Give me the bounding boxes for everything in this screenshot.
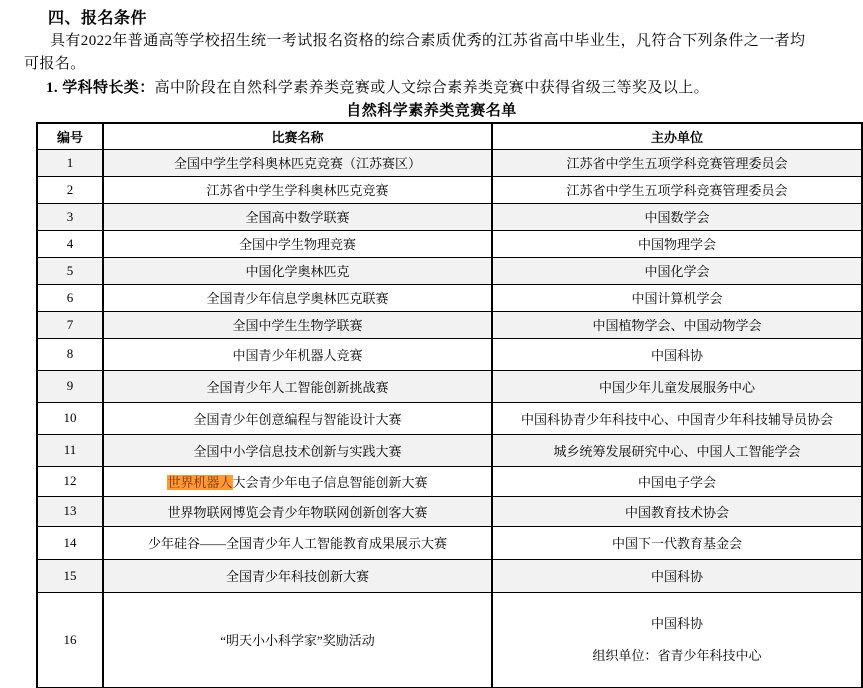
organizer: 江苏省中学生五项学科竞赛管理委员会 [492, 149, 862, 176]
organizer: 中国物理学会 [492, 230, 862, 257]
competition-name: “明天小小科学家”奖励活动 [103, 592, 492, 687]
organizer-line: 中国科协 [650, 616, 703, 631]
organizer: 中国科协 [492, 338, 862, 370]
header-competition-name: 比赛名称 [103, 123, 492, 149]
table-row [37, 257, 862, 284]
organizer: 中国科协 [492, 559, 862, 592]
intro-paragraph-line-1: 具有2022年普通高等学校招生统一考试报名资格的综合素质优秀的江苏省高中毕业生，凡符合下列条件之一者均 [50, 33, 806, 49]
competition-name: 中国化学奥林匹克 [103, 257, 492, 284]
table-row [37, 559, 862, 592]
competition-name: 少年硅谷——全国青少年人工智能教育成果展示大赛 [103, 526, 492, 559]
table-row [37, 434, 862, 466]
competition-table-body [37, 149, 862, 687]
competition-name: 世界物联网博览会青少年物联网创新创客大赛 [103, 496, 492, 526]
row-number: 10 [37, 402, 103, 434]
competition-name: 全国中学生学科奥林匹克竞赛（江苏赛区） [103, 149, 492, 176]
row-number: 11 [37, 434, 103, 466]
table-row [37, 402, 862, 434]
search-highlight: 世界机器人 [167, 474, 233, 490]
organizer: 中国教育技术协会 [492, 496, 862, 526]
row-number: 12 [37, 466, 103, 496]
competition-name: 中国青少年机器人竞赛 [103, 338, 492, 370]
table-row [37, 230, 862, 257]
table-row [37, 526, 862, 559]
row-number: 9 [37, 370, 103, 402]
intro-paragraph-line-2: 可报名。 [24, 56, 86, 72]
organizer: 中国数学会 [492, 203, 862, 230]
competition-name: 全国中学生生物学联赛 [103, 311, 492, 338]
organizer: 中国电子学会 [492, 466, 862, 496]
competition-name: 全国青少年信息学奥林匹克联赛 [103, 284, 492, 311]
row-number: 6 [37, 284, 103, 311]
table-row [37, 149, 862, 176]
organizer: 中国下一代教育基金会 [492, 526, 862, 559]
table-row [37, 370, 862, 402]
organizer: 中国计算机学会 [492, 284, 862, 311]
table-row [37, 284, 862, 311]
table-row [37, 311, 862, 338]
competition-name: 全国青少年科技创新大赛 [103, 559, 492, 592]
competition-name: 全国青少年人工智能创新挑战赛 [103, 370, 492, 402]
row-number: 15 [37, 559, 103, 592]
row-number: 14 [37, 526, 103, 559]
row-number: 3 [37, 203, 103, 230]
organizer-line: 组织单位：省青少年科技中心 [592, 648, 762, 663]
competition-name: 江苏省中学生学科奥林匹克竞赛 [103, 176, 492, 203]
row-number: 1 [37, 149, 103, 176]
list-item-1 [24, 76, 839, 100]
row-number: 4 [37, 230, 103, 257]
row-number: 7 [37, 311, 103, 338]
competition-table-header [37, 123, 862, 149]
table-row [37, 466, 862, 496]
competition-name: 全国中小学信息技术创新与实践大赛 [103, 434, 492, 466]
organizer: 城乡统筹发展研究中心、中国人工智能学会 [492, 434, 862, 466]
row-number: 2 [37, 176, 103, 203]
organizer: 中国科协青少年科技中心、中国青少年科技辅导员协会 [492, 402, 862, 434]
section-heading: 四、报名条件 [48, 10, 148, 27]
organizer: 江苏省中学生五项学科竞赛管理委员会 [492, 176, 862, 203]
organizer: 中国化学会 [492, 257, 862, 284]
competition-name: 世界机器人大会青少年电子信息智能创新大赛 [103, 466, 492, 496]
row-number: 16 [37, 592, 103, 687]
competition-table [36, 122, 863, 688]
organizer [492, 592, 862, 687]
row-number: 8 [37, 338, 103, 370]
header-organizer: 主办单位 [492, 123, 862, 149]
header-number: 编号 [37, 123, 103, 149]
table-row [37, 338, 862, 370]
competition-name: 全国高中数学联赛 [103, 203, 492, 230]
row-number: 13 [37, 496, 103, 526]
competition-name: 全国青少年创意编程与智能设计大赛 [103, 402, 492, 434]
list-item-text: 高中阶段在自然科学素养类竞赛或人文综合素养类竞赛中获得省级三等奖及以上。 [154, 80, 710, 96]
competition-name: 全国中学生物理竞赛 [103, 230, 492, 257]
table-row [37, 592, 862, 687]
organizer: 中国植物学会、中国动物学会 [492, 311, 862, 338]
table-row [37, 496, 862, 526]
table-title: 自然科学素养类竞赛名单 [346, 103, 517, 119]
table-row [37, 203, 862, 230]
table-row [37, 176, 862, 203]
organizer: 中国少年儿童发展服务中心 [492, 370, 862, 402]
list-item-label: 1. 学科特长类： [46, 80, 155, 96]
row-number: 5 [37, 257, 103, 284]
